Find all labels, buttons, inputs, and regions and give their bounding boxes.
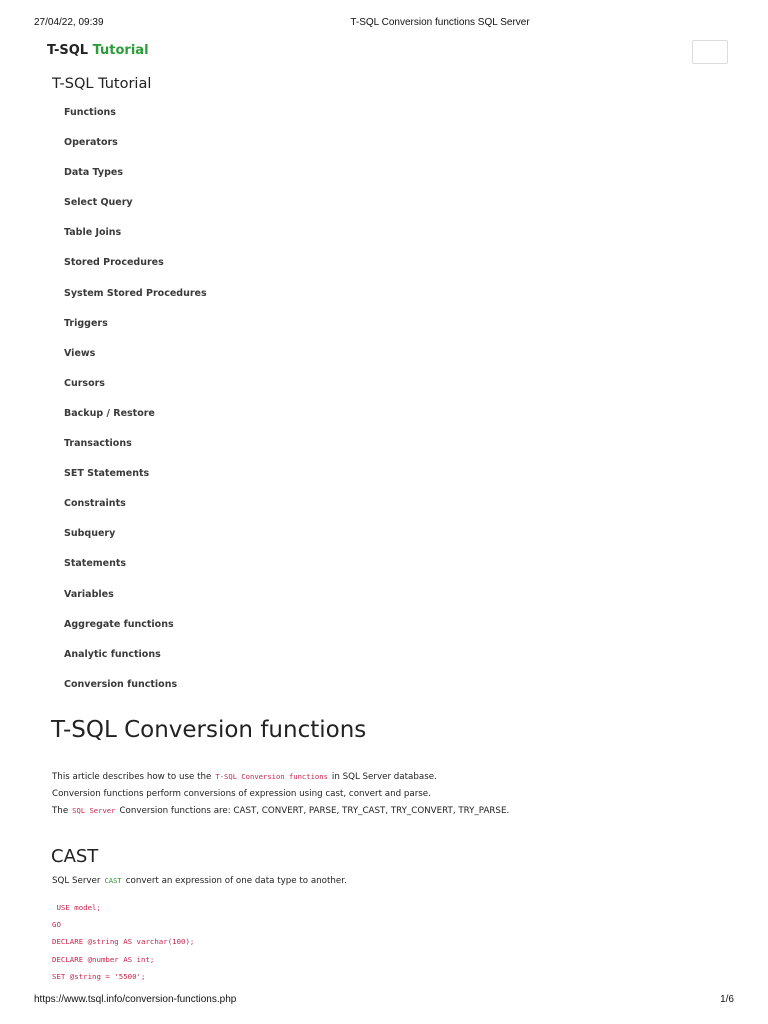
intro-text: The: [52, 806, 69, 816]
site-logo[interactable]: [47, 43, 149, 58]
intro-text: in SQL Server database.: [331, 772, 437, 782]
intro-line: [52, 805, 509, 822]
code-line: GO: [52, 920, 61, 930]
nav-list: [64, 105, 207, 707]
nav-item[interactable]: Cursors: [64, 377, 105, 389]
nav-item[interactable]: Analytic functions: [64, 648, 161, 660]
inline-code: SQL Server: [72, 806, 116, 815]
nav-item[interactable]: Functions: [64, 107, 116, 118]
code-line: SET @string = '5500';: [52, 971, 146, 981]
nav-item[interactable]: SET Statements: [64, 468, 150, 480]
print-header: [0, 17, 768, 31]
nav-heading: T-SQL Tutorial: [52, 76, 152, 92]
inline-code: CAST: [104, 876, 122, 885]
site-logo-accent: Tutorial: [92, 43, 149, 58]
nav-item[interactable]: Statements: [64, 558, 127, 570]
intro-line: [52, 771, 509, 788]
nav-item[interactable]: Conversion functions: [64, 678, 178, 690]
page-title: T-SQL Conversion functions: [51, 717, 367, 743]
nav-item[interactable]: Stored Procedures: [64, 257, 164, 269]
section-description: [52, 876, 347, 886]
intro-text: This article describes how to use the: [52, 772, 212, 782]
nav-item[interactable]: Operators: [64, 137, 118, 149]
code-line: USE model;: [52, 903, 101, 912]
print-url: https://www.tsql.info/conversion-functions.php: [34, 994, 237, 1005]
nav-item[interactable]: Select Query: [64, 197, 133, 209]
nav-item[interactable]: Subquery: [64, 528, 116, 540]
intro-text: Conversion functions are: CAST, CONVERT, PARSE, TRY_CAST, TRY_CONVERT, TRY_PARSE.: [119, 806, 510, 816]
nav-item[interactable]: Triggers: [64, 317, 108, 329]
nav-item[interactable]: Constraints: [64, 498, 126, 510]
nav-item[interactable]: Views: [64, 347, 96, 359]
menu-toggle-button[interactable]: [692, 40, 728, 64]
desc-text: convert an expression of one data type to another.: [125, 876, 347, 886]
inline-code: T-SQL Conversion functions: [215, 772, 328, 781]
desc-text: SQL Server: [52, 876, 101, 886]
print-datetime: 27/04/22, 09:39: [34, 17, 104, 28]
nav-item[interactable]: System Stored Procedures: [64, 287, 207, 299]
site-logo-prefix: T-SQL: [47, 43, 89, 58]
nav-item[interactable]: Transactions: [64, 438, 132, 450]
code-line: DECLARE @string AS varchar(100);: [52, 937, 195, 947]
print-document-title: T-SQL Conversion functions SQL Server: [350, 17, 530, 28]
nav-item[interactable]: Data Types: [64, 167, 123, 179]
code-block: [52, 902, 194, 988]
nav-item[interactable]: Aggregate functions: [64, 618, 174, 630]
print-footer: [0, 994, 768, 1008]
nav-item[interactable]: Table Joins: [64, 227, 122, 239]
article-intro: [52, 771, 509, 822]
nav-item[interactable]: Variables: [64, 588, 114, 600]
intro-line: Conversion functions perform conversions of expression using cast, convert and parse.: [52, 789, 431, 799]
code-line: DECLARE @number AS int;: [52, 954, 155, 964]
section-title-cast: CAST: [51, 846, 99, 867]
print-page-number: 1/6: [720, 994, 734, 1005]
nav-item[interactable]: Backup / Restore: [64, 407, 155, 419]
